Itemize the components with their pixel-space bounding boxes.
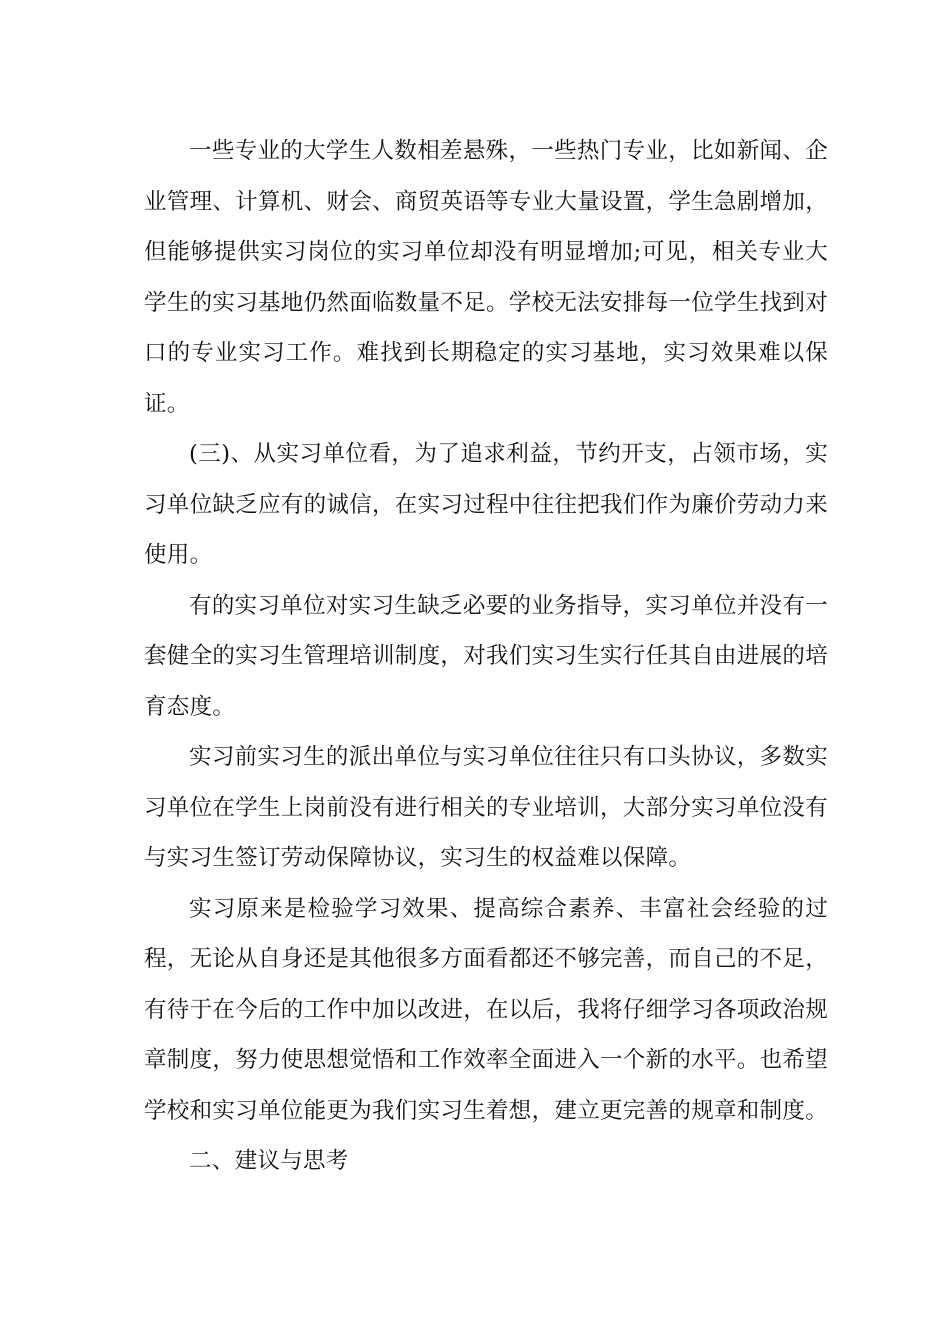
paragraph-section-three-heading: (三)、从实习单位看，为了追求利益，节约开支，占领市场，实习单位缺乏应有的诚信，在实习过程中往往把我们作为廉价劳动力来使用。 — [144, 441, 829, 568]
paragraph-lack-of-guidance: 有的实习单位对实习生缺乏必要的业务指导，实习单位并没有一套健全的实习生管理培训制度，对我们实习生实行任其自由进展的培育态度。 — [144, 592, 829, 720]
document-body — [144, 126, 828, 1187]
paragraph-reflection: 实习原来是检验学习效果、提高综合素养、丰富社会经验的过程，无论从自身还是其他很多方面看都还不够完善，而自己的不足，有待于在今后的工作中加以改进，在以后，我将仔细学习各项政治规章制度，努力使思想觉悟和工作效率全面进入一个新的水平。也希望学校和实习单位能更为我们实习生着想，建立更完善的规章和制度。 — [144, 895, 829, 1124]
section-heading-suggestions: 二、建议与思考 — [189, 1148, 349, 1174]
paragraph-verbal-agreements: 实习前实习生的派出单位与实习单位往往只有口头协议，多数实习单位在学生上岗前没有进行相关的专业培训，大部分实习单位没有与实习生签订劳动保障协议，实习生的权益难以保障。 — [144, 744, 829, 871]
paragraph-placement-imbalance: 一些专业的大学生人数相差悬殊，一些热门专业，比如新闻、企业管理、计算机、财会、商贸英语等专业大量设置，学生急剧增加，但能够提供实习岗位的实习单位却没有明显增加;可见，相关专业大学生的实习基地仍然面临数量不足。学校无法安排每一位学生找到对口的专业实习工作。难找到长期稳定的实习基地，实习效果难以保证。 — [144, 138, 829, 417]
